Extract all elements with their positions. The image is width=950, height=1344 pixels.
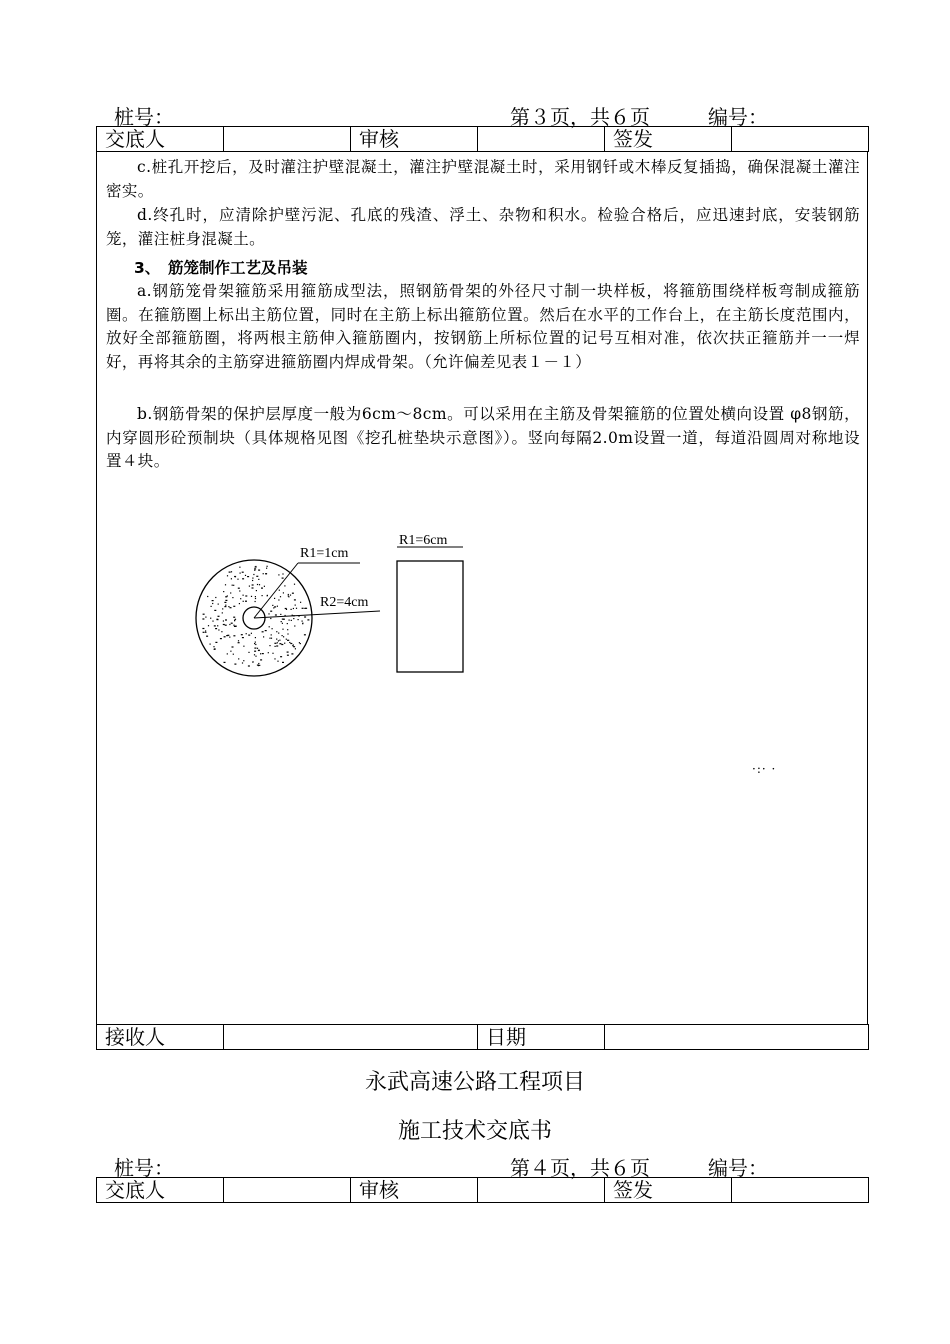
- texture-dot: [224, 602, 226, 603]
- texture-dot: [214, 625, 216, 626]
- texture-dot: [225, 584, 226, 585]
- issue-value-2: [732, 1178, 869, 1203]
- texture-dot: [272, 605, 273, 606]
- paragraph-b: b.钢筋骨架的保护层厚度一般为6cm～8cm。可以采用在主筋及骨架箍筋的位置处横向设置 φ8钢筋，内穿圆形砼预制块（具体规格见图《挖孔桩垫块示意图》）。竖向每隔2.0m设置一道，每道沿圆周对称地设置４块。: [106, 405, 860, 470]
- texture-dot: [228, 606, 229, 607]
- texture-dot: [229, 624, 230, 625]
- texture-dot: [218, 616, 220, 617]
- texture-dot: [278, 633, 279, 634]
- date-label: 日期: [478, 1025, 605, 1050]
- texture-dot: [283, 592, 284, 593]
- paragraph-a: a.钢筋笼骨架箍筋采用箍筋成型法，照钢筋骨架的外径尺寸制一块样板，将箍筋围绕样板弯制成箍筋圈。在箍筋圈上标出主筋位置，同时在主筋上标出箍筋位置。然后在水平的工作台上，在主筋长度范围内，放好全部箍筋圈，将两根主筋伸入箍筋圈内，按钢筋上所标位置的记号互相对准，依次扶正箍筋并一一焊好，再将其余的主筋穿进箍筋圈内焊成骨架。（允许偏差见表１－１）: [106, 282, 860, 371]
- texture-dot: [287, 640, 288, 641]
- texture-dot: [264, 586, 265, 587]
- signoff-table: [96, 126, 869, 152]
- texture-dot: [231, 623, 233, 624]
- texture-dot: [272, 653, 273, 654]
- texture-dot: [249, 586, 250, 587]
- texture-dot: [240, 573, 241, 574]
- texture-dot: [215, 628, 217, 629]
- texture-dot: [279, 590, 280, 591]
- texture-dot: [287, 633, 288, 634]
- texture-dot: [307, 619, 309, 620]
- section-heading: 3、 筋笼制作工艺及吊装: [134, 259, 308, 277]
- texture-dot: [275, 646, 276, 647]
- texture-dot: [238, 642, 240, 643]
- texture-dot: [247, 576, 249, 577]
- texture-dot: [293, 646, 295, 647]
- issue-label: 签发: [605, 127, 732, 152]
- review-label: 审核: [351, 127, 478, 152]
- texture-dot: [243, 660, 244, 661]
- texture-dot: [258, 663, 259, 664]
- texture-dot: [225, 600, 227, 601]
- texture-dot: [265, 573, 267, 574]
- texture-dot: [238, 588, 240, 589]
- texture-dot: [292, 593, 294, 594]
- pile-number-label: 桩号：: [114, 105, 174, 129]
- texture-dot: [252, 584, 254, 585]
- texture-dot: [281, 644, 283, 645]
- r2-leader-line: [254, 611, 380, 618]
- texture-dot: [259, 665, 260, 666]
- texture-dot: [222, 612, 223, 613]
- review-value: [478, 127, 605, 152]
- texture-dot: [278, 574, 279, 575]
- texture-dot: [232, 585, 233, 586]
- texture-dot: [222, 608, 223, 609]
- texture-dot: [274, 598, 275, 599]
- texture-dot: [232, 646, 234, 647]
- texture-dot: [280, 614, 281, 615]
- texture-dot: [218, 604, 219, 605]
- texture-dot: [230, 651, 231, 652]
- texture-dot: [212, 603, 213, 604]
- texture-dot: [231, 571, 232, 572]
- texture-dot: [263, 573, 264, 574]
- texture-dot: [261, 588, 263, 589]
- texture-dot: [262, 631, 264, 632]
- texture-dot: [277, 606, 278, 607]
- paragraph-d: d.终孔时，应清除护壁污泥、孔底的残渣、浮土、杂物和积水。检验合格后，应迅速封底，安装钢筋笼，灌注桩身混凝土。: [106, 206, 860, 248]
- texture-dot: [296, 608, 297, 609]
- review-value-2: [478, 1178, 605, 1203]
- texture-dot: [287, 652, 289, 653]
- texture-dot: [231, 578, 232, 579]
- texture-dot: [223, 620, 224, 621]
- texture-dot: [285, 608, 287, 609]
- texture-dot: [243, 646, 244, 647]
- texture-dot: [233, 606, 235, 607]
- texture-dot: [260, 653, 261, 654]
- date-value: [605, 1025, 869, 1050]
- texture-dot: [255, 644, 256, 645]
- page-indicator-2: 第４页，共６页: [510, 1156, 650, 1180]
- texture-dot: [255, 566, 257, 567]
- texture-dot: [252, 578, 253, 579]
- pile-number-label-2: 桩号：: [114, 1156, 174, 1180]
- signoff-table-2: [96, 1177, 869, 1203]
- texture-dot: [241, 634, 243, 635]
- texture-dot: [290, 643, 292, 644]
- texture-dot: [282, 573, 283, 574]
- texture-dot: [223, 624, 225, 625]
- texture-dot: [256, 590, 257, 591]
- texture-dot: [243, 601, 244, 602]
- texture-dot: [208, 625, 209, 626]
- texture-dot: [255, 598, 256, 599]
- texture-dot: [282, 662, 284, 663]
- texture-dot: [282, 635, 283, 636]
- review-label-2: 审核: [351, 1178, 478, 1203]
- texture-dot: [266, 568, 267, 569]
- texture-dot: [267, 595, 268, 596]
- discloser-value: [224, 127, 351, 152]
- texture-dot: [229, 572, 231, 573]
- texture-dot: [227, 595, 228, 596]
- texture-dot: [215, 642, 217, 643]
- texture-dot: [213, 646, 214, 647]
- texture-dot: [246, 633, 247, 634]
- texture-dot: [284, 585, 285, 586]
- texture-dot: [202, 618, 204, 619]
- texture-dot: [203, 614, 205, 615]
- label-r1-side: R1=6cm: [399, 533, 448, 548]
- texture-dot: [291, 620, 292, 621]
- texture-dot: [294, 625, 295, 626]
- texture-dot: [254, 643, 255, 644]
- texture-dot: [220, 638, 222, 639]
- texture-dot: [242, 662, 243, 663]
- texture-dot: [239, 590, 240, 591]
- paragraph-c: c.桩孔开挖后，及时灌注护壁混凝土，灌注护壁混凝土时，采用钢钎或木棒反复插捣，确保混凝土灌注密实。: [106, 158, 860, 200]
- texture-dot: [283, 619, 285, 620]
- issue-label-2: 签发: [605, 1178, 732, 1203]
- receiver-label: 接收人: [97, 1025, 224, 1050]
- texture-dot: [276, 639, 277, 640]
- texture-dot: [295, 605, 296, 606]
- document-title: 施工技术交底书: [397, 1119, 552, 1144]
- texture-dot: [257, 648, 258, 649]
- texture-dot: [229, 637, 230, 638]
- texture-dot: [286, 639, 287, 640]
- texture-dot: [304, 616, 306, 617]
- texture-dot: [291, 653, 293, 654]
- texture-dot: [242, 637, 244, 638]
- discloser-label-2: 交底人: [97, 1178, 224, 1203]
- issue-value: [732, 127, 869, 152]
- texture-dot: [279, 643, 281, 644]
- texture-dot: [211, 606, 212, 607]
- texture-dot: [271, 638, 272, 639]
- texture-dot: [262, 595, 263, 596]
- texture-dot: [226, 635, 228, 636]
- texture-dot: [205, 632, 206, 633]
- texture-dot: [205, 630, 206, 631]
- texture-dot: [224, 662, 226, 663]
- texture-dot: [255, 596, 256, 597]
- texture-dot: [270, 618, 271, 619]
- serial-number-label-2: 编号：: [708, 1156, 768, 1180]
- texture-dot: [254, 568, 256, 569]
- texture-dot: [215, 597, 216, 598]
- texture-dot: [225, 605, 226, 606]
- discloser-label: 交底人: [97, 127, 224, 152]
- texture-dot: [277, 642, 278, 643]
- texture-dot: [214, 610, 216, 611]
- texture-dot: [251, 596, 252, 597]
- texture-dot: [225, 619, 227, 620]
- texture-dot: [221, 631, 222, 632]
- texture-dot: [232, 597, 233, 598]
- texture-dot: [289, 620, 290, 621]
- texture-dot: [291, 609, 292, 610]
- texture-dot: [205, 617, 206, 618]
- texture-dot: [279, 640, 280, 641]
- texture-dot: [224, 606, 226, 607]
- texture-dot: [255, 637, 256, 638]
- texture-dot: [270, 611, 272, 612]
- texture-dot: [282, 578, 284, 579]
- texture-dot: [276, 631, 277, 632]
- texture-dot: [293, 618, 294, 619]
- texture-dot: [245, 601, 247, 602]
- texture-dot: [239, 567, 240, 568]
- texture-dot: [233, 654, 234, 655]
- texture-dot: [304, 608, 305, 609]
- texture-dot: [260, 659, 262, 660]
- texture-dot: [242, 572, 244, 573]
- texture-dot: [258, 650, 259, 651]
- texture-dot: [302, 621, 303, 622]
- texture-dot: [214, 649, 216, 650]
- texture-dot: [251, 633, 252, 634]
- texture-dot: [267, 566, 268, 567]
- texture-dot: [280, 656, 282, 657]
- texture-dot: [240, 598, 241, 599]
- texture-dot: [293, 608, 294, 609]
- texture-dot: [274, 606, 276, 607]
- texture-dot: [255, 656, 256, 657]
- texture-dot: [298, 619, 299, 620]
- texture-dot: [257, 665, 259, 666]
- texture-dot: [283, 636, 284, 637]
- texture-dot: [234, 664, 236, 665]
- texture-dot: [282, 623, 283, 624]
- texture-dot: [254, 654, 255, 655]
- texture-dot: [278, 640, 279, 641]
- texture-dot: [230, 607, 232, 608]
- texture-dot: [257, 584, 258, 585]
- texture-dot: [207, 596, 208, 597]
- texture-dot: [272, 628, 273, 629]
- texture-dot: [287, 623, 288, 624]
- texture-dot: [227, 575, 228, 576]
- texture-dot: [252, 580, 253, 581]
- texture-dot: [295, 648, 296, 649]
- texture-dot: [254, 570, 255, 571]
- texture-dot: [216, 619, 217, 620]
- texture-dot: [288, 594, 289, 595]
- texture-dot: [268, 613, 269, 614]
- texture-dot: [254, 651, 256, 652]
- texture-dot: [203, 632, 205, 633]
- texture-dot: [282, 629, 283, 630]
- texture-dot: [245, 595, 247, 596]
- texture-dot: [262, 653, 264, 654]
- texture-dot: [280, 596, 281, 597]
- texture-dot: [284, 643, 285, 644]
- project-title: 永武高速公路工程项目: [364, 1070, 585, 1095]
- texture-dot: [210, 644, 211, 645]
- texture-dot: [238, 640, 239, 641]
- texture-dot: [263, 636, 264, 637]
- page-indicator: 第３页，共６页: [510, 105, 650, 129]
- texture-dot: [248, 665, 250, 666]
- texture-dot: [269, 626, 270, 627]
- texture-dot: [206, 636, 208, 637]
- spacer-block-diagram: [180, 525, 480, 685]
- texture-dot: [287, 629, 288, 630]
- texture-dot: [271, 634, 272, 635]
- texture-dot: [277, 661, 278, 662]
- texture-dot: [258, 579, 259, 580]
- texture-dot: [274, 658, 275, 659]
- texture-dot: [239, 603, 240, 604]
- label-r1-inner: R1=1cm: [300, 546, 349, 561]
- discloser-value-2: [224, 1178, 351, 1203]
- texture-dot: [233, 625, 234, 626]
- texture-dot: [212, 621, 213, 622]
- texture-dot: [275, 614, 277, 615]
- texture-dot: [268, 652, 269, 653]
- texture-dot: [224, 636, 226, 637]
- texture-dot: [234, 620, 235, 621]
- texture-dot: [269, 645, 270, 646]
- texture-dot: [234, 576, 236, 577]
- texture-dot: [294, 584, 295, 585]
- texture-dot: [278, 599, 279, 600]
- texture-dot: [300, 602, 301, 603]
- serial-number-label: 编号：: [708, 105, 768, 129]
- texture-dot: [233, 585, 234, 586]
- texture-dot: [238, 658, 239, 659]
- texture-dot: [212, 600, 214, 601]
- texture-dot: [243, 595, 244, 596]
- texture-dot: [281, 621, 282, 622]
- texture-dot: [265, 630, 267, 631]
- texture-dot: [304, 634, 306, 635]
- texture-dot: [287, 655, 289, 656]
- texture-dot: [225, 625, 227, 626]
- texture-dot: [269, 638, 270, 639]
- texture-dot: [300, 643, 301, 644]
- texture-dot: [288, 596, 289, 597]
- texture-dot: [255, 642, 256, 643]
- stray-marks: ·:· ·: [752, 762, 777, 776]
- texture-dot: [217, 625, 218, 626]
- receiver-value: [224, 1025, 478, 1050]
- texture-dot: [248, 635, 250, 636]
- label-r2: R2=4cm: [320, 595, 369, 610]
- texture-dot: [302, 623, 303, 624]
- texture-dot: [210, 618, 211, 619]
- texture-dot: [235, 626, 237, 627]
- texture-dot: [254, 648, 256, 649]
- texture-dot: [252, 662, 253, 663]
- texture-dot: [258, 570, 260, 571]
- texture-dot: [276, 645, 278, 646]
- texture-dot: [237, 579, 238, 580]
- texture-dot: [233, 617, 235, 618]
- texture-dot: [223, 591, 224, 592]
- texture-dot: [233, 635, 235, 636]
- texture-dot: [230, 592, 231, 593]
- texture-dot: [242, 578, 244, 579]
- texture-dot: [245, 575, 246, 576]
- texture-dot: [218, 629, 219, 630]
- texture-dot: [248, 652, 249, 653]
- texture-dot: [259, 584, 260, 585]
- texture-dot: [302, 608, 304, 609]
- texture-dot: [289, 642, 290, 643]
- texture-dot: [294, 599, 296, 600]
- texture-dot: [256, 576, 258, 577]
- texture-dot: [252, 587, 254, 588]
- receipt-table: [96, 1024, 869, 1050]
- texture-dot: [227, 653, 228, 654]
- texture-dot: [255, 601, 256, 602]
- side-view-rectangle: [397, 561, 463, 672]
- texture-dot: [253, 574, 254, 575]
- texture-dot: [290, 595, 291, 596]
- texture-dot: [202, 628, 204, 629]
- texture-dot: [274, 643, 276, 644]
